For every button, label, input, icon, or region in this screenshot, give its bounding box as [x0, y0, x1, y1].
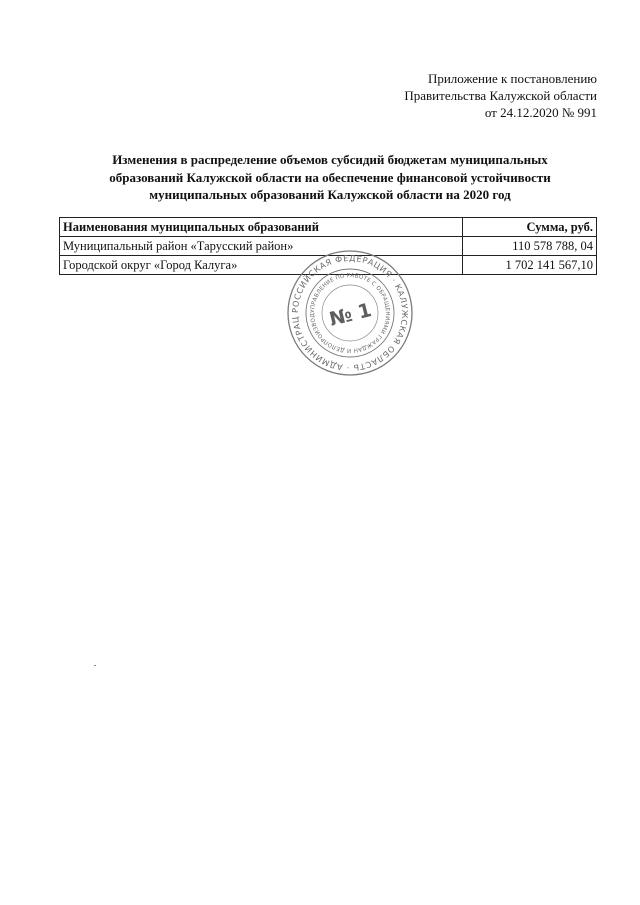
- table-header-row: [60, 218, 597, 237]
- row-sum: 1 702 141 567,10: [463, 256, 597, 275]
- header-sum: Сумма, руб.: [463, 218, 597, 237]
- scan-speck: [94, 665, 96, 666]
- seal-outer-text: РОССИЙСКАЯ ФЕДЕРАЦИЯ · КАЛУЖСКАЯ ОБЛАСТЬ · АДМИНИСТРАЦ: [289, 252, 411, 374]
- seal-number: № 1: [327, 299, 374, 331]
- seal-inner-text: УПРАВЛЕНИЕ ПО РАБОТЕ С ОБРАЩЕНИЯМИ ГРАЖДАН И ДЕЛОПРОИЗВОД: [309, 272, 391, 354]
- appendix-line-1: Приложение к постановлению: [427, 71, 597, 86]
- appendix-header: [404, 70, 597, 121]
- appendix-line-2: Правительства Калужской области: [404, 88, 597, 103]
- header-name: Наименования муниципальных образований: [60, 218, 463, 237]
- appendix-line-3: от 24.12.2020 № 991: [484, 105, 597, 120]
- title-line-1: Изменения в распределение объемов субсидий бюджетам муниципальных: [112, 152, 548, 167]
- title-line-3: муниципальных образований Калужской области на 2020 год: [149, 187, 511, 202]
- row-sum: 110 578 788, 04: [463, 237, 597, 256]
- seal-graphic: [285, 248, 415, 378]
- document-title: [60, 151, 600, 204]
- title-line-2: образований Калужской области на обеспечение финансовой устойчивости: [109, 169, 551, 185]
- official-seal: [285, 248, 415, 378]
- row-name: Муниципальный район «Тарусский район»: [60, 237, 463, 256]
- row-name: Городской округ «Город Калуга»: [60, 256, 463, 275]
